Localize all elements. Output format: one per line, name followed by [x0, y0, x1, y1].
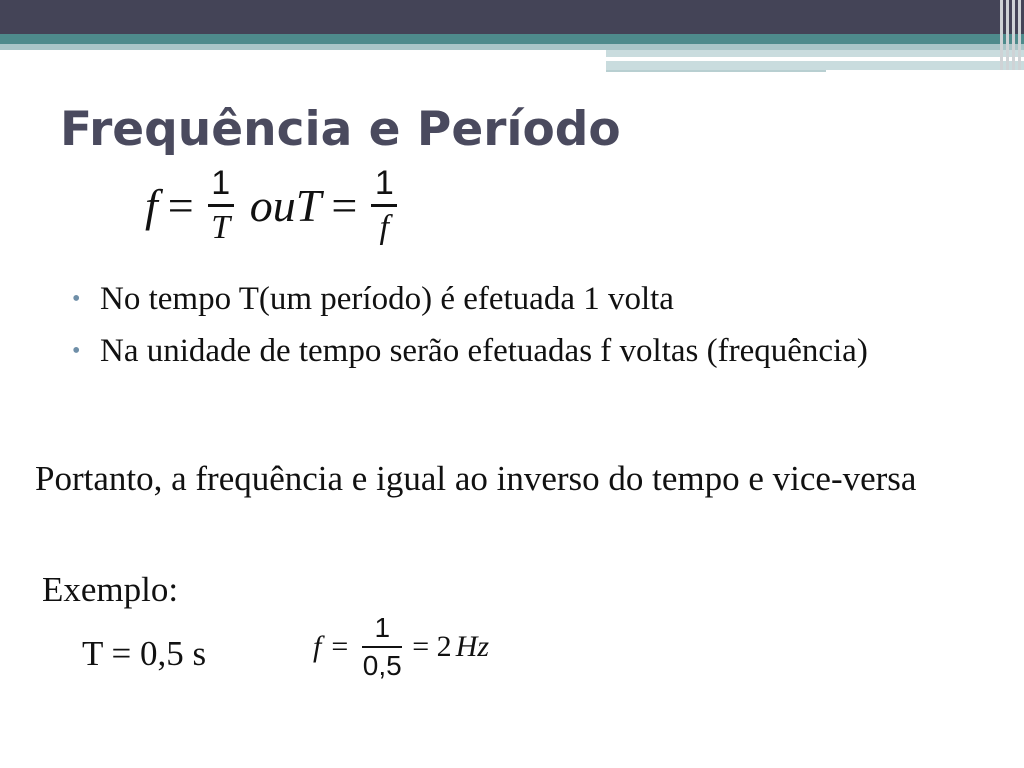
slide-title: Frequência e Período [60, 102, 621, 157]
header-vertical-stripe [1000, 0, 1003, 70]
bullet-item [72, 328, 972, 374]
fraction-one-over-t [208, 166, 234, 245]
example-given-value: T = 0,5 s [82, 634, 207, 673]
formula-f: f [313, 630, 322, 663]
fraction-numerator: 1 [211, 164, 231, 202]
fraction-bar [371, 204, 397, 207]
conclusion-paragraph: Portanto, a frequência e igual ao inverso do tempo e vice-versa [35, 459, 917, 498]
formula-f: f [145, 180, 158, 231]
fraction-one-over-f [371, 166, 397, 245]
header-dark-band [0, 0, 1024, 34]
bullet-dot-icon: • [72, 338, 81, 364]
example-label: Exemplo: [42, 570, 179, 609]
header-right-line [606, 70, 826, 72]
header-vertical-stripe [1006, 0, 1009, 70]
fraction-denominator: 0,5 [362, 650, 402, 681]
formula-t: T [295, 180, 322, 231]
fraction-bar [208, 204, 234, 207]
fraction-one-over-half [362, 614, 402, 680]
fraction-denominator: T [211, 209, 231, 246]
formula-equals: = [331, 180, 358, 231]
header-vertical-stripe [1018, 0, 1021, 70]
fraction-numerator: 1 [374, 612, 391, 643]
bullet-dot-icon: • [72, 286, 81, 312]
header-teal-band [0, 34, 1024, 44]
formula-result: = 2 [412, 630, 452, 663]
header-right-accent [606, 50, 1024, 70]
bullet-list [72, 276, 972, 380]
bullet-text: No tempo T(um período) é efetuada 1 volta [100, 281, 674, 317]
fraction-bar [362, 646, 402, 648]
formula-connector: ou [249, 180, 296, 231]
header-vertical-stripe [1012, 0, 1015, 70]
bullet-item [72, 276, 972, 322]
formula-equals: = [331, 630, 349, 663]
fraction-denominator: f [379, 209, 389, 246]
main-formula [145, 166, 401, 245]
formula-equals: = [167, 180, 194, 231]
example-formula [313, 614, 489, 680]
bullet-text: Na unidade de tempo serão efetuadas f voltas (frequência) [100, 333, 868, 369]
formula-unit: Hz [455, 630, 490, 663]
fraction-numerator: 1 [374, 164, 394, 202]
